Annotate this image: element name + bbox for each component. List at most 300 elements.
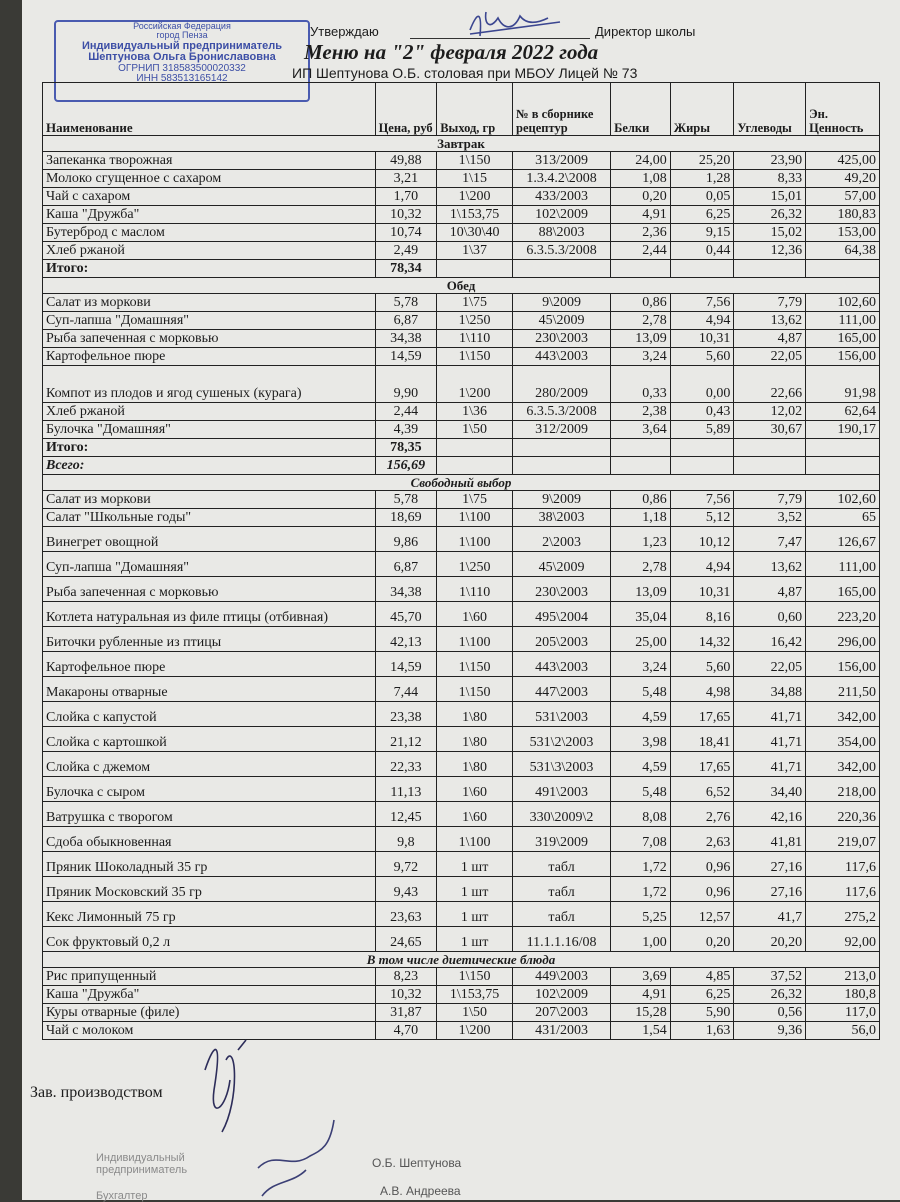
approve-label: Утверждаю [310, 24, 379, 39]
fat-cell: 25,20 [670, 152, 734, 170]
recipe-number-cell: 45\2009 [513, 312, 611, 330]
fat-cell: 6,25 [670, 986, 734, 1004]
table-row [43, 509, 880, 527]
approve-signature-line [410, 38, 590, 39]
protein-cell: 4,91 [611, 206, 671, 224]
fat-cell: 4,94 [670, 312, 734, 330]
price-cell: 45,70 [375, 602, 437, 627]
protein-cell: 2,38 [611, 403, 671, 421]
price-cell: 4,39 [375, 421, 437, 439]
recipe-number-cell: 443\2003 [513, 652, 611, 677]
recipe-number-cell: 230\2003 [513, 330, 611, 348]
accountant-label: Бухгалтер [96, 1190, 148, 1202]
fat-cell: 6,52 [670, 777, 734, 802]
stamp-line: Шептунова Ольга Брониславовна [88, 51, 276, 64]
recipe-number-cell: 9\2009 [513, 491, 611, 509]
energy-cell: 354,00 [806, 727, 880, 752]
price-cell: 11,13 [375, 777, 437, 802]
fat-cell: 0,20 [670, 927, 734, 952]
energy-cell: 190,17 [806, 421, 880, 439]
dish-name-cell: Каша "Дружба" [43, 206, 376, 224]
price-cell: 9,86 [375, 527, 437, 552]
yield-cell: 1\150 [437, 968, 513, 986]
dish-name-cell: Винегрет овощной [43, 527, 376, 552]
protein-cell: 0,33 [611, 366, 671, 403]
fat-cell: 5,60 [670, 348, 734, 366]
protein-cell: 2,44 [611, 242, 671, 260]
ip-label-line: Индивидуальный [96, 1152, 185, 1164]
dish-name-cell: Суп-лапша "Домашняя" [43, 312, 376, 330]
carbs-cell: 16,42 [734, 627, 806, 652]
carbs-cell: 7,47 [734, 527, 806, 552]
recipe-number-cell: 11.1.1.16/08 [513, 927, 611, 952]
fat-cell: 4,98 [670, 677, 734, 702]
protein-cell: 1,18 [611, 509, 671, 527]
yield-cell: 1\153,75 [437, 206, 513, 224]
price-cell: 18,69 [375, 509, 437, 527]
table-row [43, 242, 880, 260]
fat-cell: 4,85 [670, 968, 734, 986]
dish-name-cell: Булочка с сыром [43, 777, 376, 802]
stamp-line: ОГРНИП 318583500020332 [118, 62, 246, 74]
energy-cell: 56,0 [806, 1022, 880, 1040]
protein-cell: 0,20 [611, 188, 671, 206]
fat-cell: 14,32 [670, 627, 734, 652]
table-row [43, 152, 880, 170]
carbs-cell: 23,90 [734, 152, 806, 170]
price-cell: 7,44 [375, 677, 437, 702]
price-cell: 9,43 [375, 877, 437, 902]
table-row [43, 652, 880, 677]
yield-cell: 1\80 [437, 702, 513, 727]
empty-cell [513, 260, 611, 278]
table-row [43, 827, 880, 852]
energy-cell: 211,50 [806, 677, 880, 702]
dish-name-cell: Слойка с картошкой [43, 727, 376, 752]
energy-cell: 180,8 [806, 986, 880, 1004]
energy-cell: 213,0 [806, 968, 880, 986]
protein-cell: 24,00 [611, 152, 671, 170]
page-subtitle: ИП Шептунова О.Б. столовая при МБОУ Лицей № 73 [292, 65, 638, 81]
carbs-cell: 41,7 [734, 902, 806, 927]
protein-cell: 5,48 [611, 677, 671, 702]
dish-name-cell: Котлета натуральная из филе птицы (отбивная) [43, 602, 376, 627]
fat-cell: 10,31 [670, 577, 734, 602]
empty-cell [513, 457, 611, 475]
fat-cell: 5,60 [670, 652, 734, 677]
recipe-number-cell: 447\2003 [513, 677, 611, 702]
yield-cell: 1\200 [437, 1022, 513, 1040]
table-row [43, 752, 880, 777]
carbs-cell: 8,33 [734, 170, 806, 188]
protein-cell: 4,91 [611, 986, 671, 1004]
price-cell: 10,32 [375, 986, 437, 1004]
energy-cell: 102,60 [806, 294, 880, 312]
carbs-cell: 9,36 [734, 1022, 806, 1040]
total-label: Итого: [43, 439, 376, 457]
protein-cell: 3,69 [611, 968, 671, 986]
carbs-cell: 42,16 [734, 802, 806, 827]
energy-cell: 180,83 [806, 206, 880, 224]
protein-cell: 3,24 [611, 652, 671, 677]
dish-name-cell: Куры отварные (филе) [43, 1004, 376, 1022]
fat-cell: 10,12 [670, 527, 734, 552]
table-row [43, 627, 880, 652]
grand-total-label: Всего: [43, 457, 376, 475]
stamp-line: Российская Федерация [133, 21, 231, 31]
carbs-cell: 4,87 [734, 577, 806, 602]
table-row [43, 1022, 880, 1040]
dish-name-cell: Картофельное пюре [43, 348, 376, 366]
carbs-cell: 13,62 [734, 312, 806, 330]
dish-name-cell: Биточки рубленные из птицы [43, 627, 376, 652]
table-row [43, 188, 880, 206]
fat-cell: 7,56 [670, 491, 734, 509]
carbs-cell: 12,36 [734, 242, 806, 260]
protein-cell: 4,59 [611, 702, 671, 727]
recipe-number-cell: 312/2009 [513, 421, 611, 439]
dish-name-cell: Запеканка творожная [43, 152, 376, 170]
col-header-price: Цена, руб [375, 83, 437, 136]
energy-cell: 156,00 [806, 652, 880, 677]
dish-name-cell: Салат из моркови [43, 491, 376, 509]
fat-cell: 6,25 [670, 206, 734, 224]
empty-cell [670, 439, 734, 457]
protein-cell: 5,48 [611, 777, 671, 802]
yield-cell: 10\30\40 [437, 224, 513, 242]
yield-cell: 1 шт [437, 902, 513, 927]
dish-name-cell: Чай с сахаром [43, 188, 376, 206]
fat-cell: 5,89 [670, 421, 734, 439]
fat-cell: 0,43 [670, 403, 734, 421]
section-title: Завтрак [43, 136, 880, 152]
total-value: 78,34 [375, 260, 437, 278]
carbs-cell: 30,67 [734, 421, 806, 439]
energy-cell: 223,20 [806, 602, 880, 627]
recipe-number-cell: 6.3.5.3/2008 [513, 403, 611, 421]
yield-cell: 1 шт [437, 852, 513, 877]
table-row [43, 677, 880, 702]
fat-cell: 5,90 [670, 1004, 734, 1022]
price-cell: 23,63 [375, 902, 437, 927]
table-row [43, 877, 880, 902]
recipe-number-cell: 88\2003 [513, 224, 611, 242]
fat-cell: 7,56 [670, 294, 734, 312]
recipe-number-cell: 102\2009 [513, 986, 611, 1004]
recipe-number-cell: 207\2003 [513, 1004, 611, 1022]
carbs-cell: 34,40 [734, 777, 806, 802]
energy-cell: 92,00 [806, 927, 880, 952]
dish-name-cell: Кекс Лимонный 75 гр [43, 902, 376, 927]
protein-cell: 3,24 [611, 348, 671, 366]
yield-cell: 1\100 [437, 509, 513, 527]
dish-name-cell: Компот из плодов и ягод сушеных (курага) [43, 366, 376, 403]
col-header-energy: Эн. Ценность [806, 83, 880, 136]
recipe-number-cell: 531\2003 [513, 702, 611, 727]
dish-name-cell: Бутерброд с маслом [43, 224, 376, 242]
section-row [43, 952, 880, 968]
price-cell: 22,33 [375, 752, 437, 777]
col-header-recipe: № в сборнике рецептур [513, 83, 611, 136]
fat-cell: 5,12 [670, 509, 734, 527]
price-cell: 1,70 [375, 188, 437, 206]
total-row [43, 439, 880, 457]
fat-cell: 0,96 [670, 877, 734, 902]
fat-cell: 9,15 [670, 224, 734, 242]
empty-cell [806, 457, 880, 475]
yield-cell: 1\110 [437, 330, 513, 348]
yield-cell: 1\36 [437, 403, 513, 421]
dish-name-cell: Пряник Шоколадный 35 гр [43, 852, 376, 877]
yield-cell: 1\150 [437, 652, 513, 677]
recipe-number-cell: 443\2003 [513, 348, 611, 366]
col-header-protein: Белки [611, 83, 671, 136]
energy-cell: 117,6 [806, 852, 880, 877]
protein-cell: 2,36 [611, 224, 671, 242]
carbs-cell: 37,52 [734, 968, 806, 986]
carbs-cell: 13,62 [734, 552, 806, 577]
protein-cell: 1,72 [611, 877, 671, 902]
carbs-cell: 27,16 [734, 852, 806, 877]
dish-name-cell: Суп-лапша "Домашняя" [43, 552, 376, 577]
recipe-number-cell: 319\2009 [513, 827, 611, 852]
energy-cell: 91,98 [806, 366, 880, 403]
price-cell: 6,87 [375, 552, 437, 577]
yield-cell: 1\60 [437, 602, 513, 627]
fat-cell: 1,28 [670, 170, 734, 188]
energy-cell: 111,00 [806, 312, 880, 330]
carbs-cell: 22,66 [734, 366, 806, 403]
yield-cell: 1\75 [437, 294, 513, 312]
yield-cell: 1\37 [437, 242, 513, 260]
yield-cell: 1\50 [437, 1004, 513, 1022]
recipe-number-cell: 313/2009 [513, 152, 611, 170]
stamp-line: ИНН 583513165142 [136, 73, 228, 85]
fat-cell: 8,16 [670, 602, 734, 627]
dish-name-cell: Молоко сгущенное с сахаром [43, 170, 376, 188]
col-header-yield: Выход, гр [437, 83, 513, 136]
protein-cell: 2,78 [611, 552, 671, 577]
fat-cell: 17,65 [670, 752, 734, 777]
energy-cell: 57,00 [806, 188, 880, 206]
empty-cell [670, 457, 734, 475]
fat-cell: 4,94 [670, 552, 734, 577]
section-row [43, 136, 880, 152]
section-row [43, 475, 880, 491]
dish-name-cell: Чай с молоком [43, 1022, 376, 1040]
energy-cell: 165,00 [806, 330, 880, 348]
price-cell: 9,90 [375, 366, 437, 403]
price-cell: 4,70 [375, 1022, 437, 1040]
protein-cell: 13,09 [611, 330, 671, 348]
empty-cell [611, 457, 671, 475]
protein-cell: 0,86 [611, 491, 671, 509]
price-cell: 34,38 [375, 330, 437, 348]
dish-name-cell: Картофельное пюре [43, 652, 376, 677]
dish-name-cell: Ватрушка с творогом [43, 802, 376, 827]
recipe-number-cell: 38\2003 [513, 509, 611, 527]
yield-cell: 1\75 [437, 491, 513, 509]
fat-cell: 1,63 [670, 1022, 734, 1040]
section-row [43, 278, 880, 294]
carbs-cell: 22,05 [734, 348, 806, 366]
energy-cell: 219,07 [806, 827, 880, 852]
price-cell: 10,74 [375, 224, 437, 242]
menu-body [43, 136, 880, 1040]
protein-cell: 35,04 [611, 602, 671, 627]
empty-cell [513, 439, 611, 457]
table-row [43, 294, 880, 312]
stamp-line: Индивидуальный предприниматель [82, 39, 282, 52]
energy-cell: 156,00 [806, 348, 880, 366]
table-row [43, 927, 880, 952]
recipe-number-cell: 2\2003 [513, 527, 611, 552]
fat-cell: 18,41 [670, 727, 734, 752]
carbs-cell: 26,32 [734, 206, 806, 224]
recipe-number-cell: 45\2009 [513, 552, 611, 577]
yield-cell: 1\200 [437, 366, 513, 403]
carbs-cell: 0,56 [734, 1004, 806, 1022]
price-cell: 2,49 [375, 242, 437, 260]
table-row [43, 552, 880, 577]
price-cell: 14,59 [375, 652, 437, 677]
energy-cell: 117,6 [806, 877, 880, 902]
energy-cell: 117,0 [806, 1004, 880, 1022]
protein-cell: 5,25 [611, 902, 671, 927]
dish-name-cell: Булочка "Домашняя" [43, 421, 376, 439]
energy-cell: 153,00 [806, 224, 880, 242]
energy-cell: 220,36 [806, 802, 880, 827]
protein-cell: 1,08 [611, 170, 671, 188]
table-row [43, 170, 880, 188]
price-cell: 5,78 [375, 294, 437, 312]
table-row [43, 312, 880, 330]
price-cell: 49,88 [375, 152, 437, 170]
yield-cell: 1\100 [437, 527, 513, 552]
protein-cell: 1,72 [611, 852, 671, 877]
yield-cell: 1\150 [437, 677, 513, 702]
table-row [43, 491, 880, 509]
dish-name-cell: Каша "Дружба" [43, 986, 376, 1004]
table-row [43, 577, 880, 602]
recipe-number-cell: 531\2\2003 [513, 727, 611, 752]
carbs-cell: 4,87 [734, 330, 806, 348]
yield-cell: 1\100 [437, 827, 513, 852]
yield-cell: 1\153,75 [437, 986, 513, 1004]
dish-name-cell: Рис припущенный [43, 968, 376, 986]
energy-cell: 64,38 [806, 242, 880, 260]
empty-cell [611, 439, 671, 457]
carbs-cell: 7,79 [734, 491, 806, 509]
protein-cell: 1,00 [611, 927, 671, 952]
yield-cell: 1\250 [437, 552, 513, 577]
protein-cell: 3,98 [611, 727, 671, 752]
table-row [43, 224, 880, 242]
energy-cell: 49,20 [806, 170, 880, 188]
carbs-cell: 41,71 [734, 702, 806, 727]
fat-cell: 17,65 [670, 702, 734, 727]
recipe-number-cell: 495\2004 [513, 602, 611, 627]
table-header-row [43, 83, 880, 136]
col-header-carbs: Углеводы [734, 83, 806, 136]
energy-cell: 425,00 [806, 152, 880, 170]
yield-cell: 1\200 [437, 188, 513, 206]
ip-label-line: предприниматель [96, 1164, 188, 1176]
carbs-cell: 27,16 [734, 877, 806, 902]
price-cell: 31,87 [375, 1004, 437, 1022]
recipe-number-cell: 449\2003 [513, 968, 611, 986]
carbs-cell: 7,79 [734, 294, 806, 312]
price-cell: 21,12 [375, 727, 437, 752]
price-cell: 14,59 [375, 348, 437, 366]
table-row [43, 777, 880, 802]
carbs-cell: 3,52 [734, 509, 806, 527]
table-row [43, 802, 880, 827]
yield-cell: 1\110 [437, 577, 513, 602]
dish-name-cell: Слойка с джемом [43, 752, 376, 777]
recipe-number-cell: 205\2003 [513, 627, 611, 652]
protein-cell: 25,00 [611, 627, 671, 652]
protein-cell: 13,09 [611, 577, 671, 602]
table-row [43, 348, 880, 366]
carbs-cell: 41,81 [734, 827, 806, 852]
recipe-number-cell: 433/2003 [513, 188, 611, 206]
yield-cell: 1\80 [437, 727, 513, 752]
carbs-cell: 22,05 [734, 652, 806, 677]
energy-cell: 165,00 [806, 577, 880, 602]
price-cell: 3,21 [375, 170, 437, 188]
carbs-cell: 0,60 [734, 602, 806, 627]
energy-cell: 111,00 [806, 552, 880, 577]
empty-cell [670, 260, 734, 278]
price-cell: 34,38 [375, 577, 437, 602]
carbs-cell: 34,88 [734, 677, 806, 702]
fat-cell: 2,76 [670, 802, 734, 827]
table-row [43, 206, 880, 224]
recipe-number-cell: 6.3.5.3/2008 [513, 242, 611, 260]
yield-cell: 1\50 [437, 421, 513, 439]
energy-cell: 342,00 [806, 702, 880, 727]
price-cell: 8,23 [375, 968, 437, 986]
yield-cell: 1 шт [437, 927, 513, 952]
table-row [43, 403, 880, 421]
section-title: В том числе диетические блюда [43, 952, 880, 968]
protein-cell: 1,23 [611, 527, 671, 552]
recipe-number-cell: 330\2009\2 [513, 802, 611, 827]
protein-cell: 0,86 [611, 294, 671, 312]
empty-cell [437, 457, 513, 475]
dish-name-cell: Сок фруктовый 0,2 л [43, 927, 376, 952]
price-cell: 9,8 [375, 827, 437, 852]
dish-name-cell: Хлеб ржаной [43, 403, 376, 421]
energy-cell: 65 [806, 509, 880, 527]
yield-cell: 1 шт [437, 877, 513, 902]
table-row [43, 527, 880, 552]
dish-name-cell: Пряник Московский 35 гр [43, 877, 376, 902]
yield-cell: 1\150 [437, 348, 513, 366]
empty-cell [734, 260, 806, 278]
price-cell: 23,38 [375, 702, 437, 727]
recipe-number-cell: 1.3.4.2\2008 [513, 170, 611, 188]
recipe-number-cell: 491\2003 [513, 777, 611, 802]
signer-name-1: О.Б. Шептунова [372, 1156, 462, 1170]
empty-cell [734, 439, 806, 457]
energy-cell: 296,00 [806, 627, 880, 652]
recipe-number-cell: 431/2003 [513, 1022, 611, 1040]
fat-cell: 10,31 [670, 330, 734, 348]
protein-cell: 2,78 [611, 312, 671, 330]
fat-cell: 12,57 [670, 902, 734, 927]
